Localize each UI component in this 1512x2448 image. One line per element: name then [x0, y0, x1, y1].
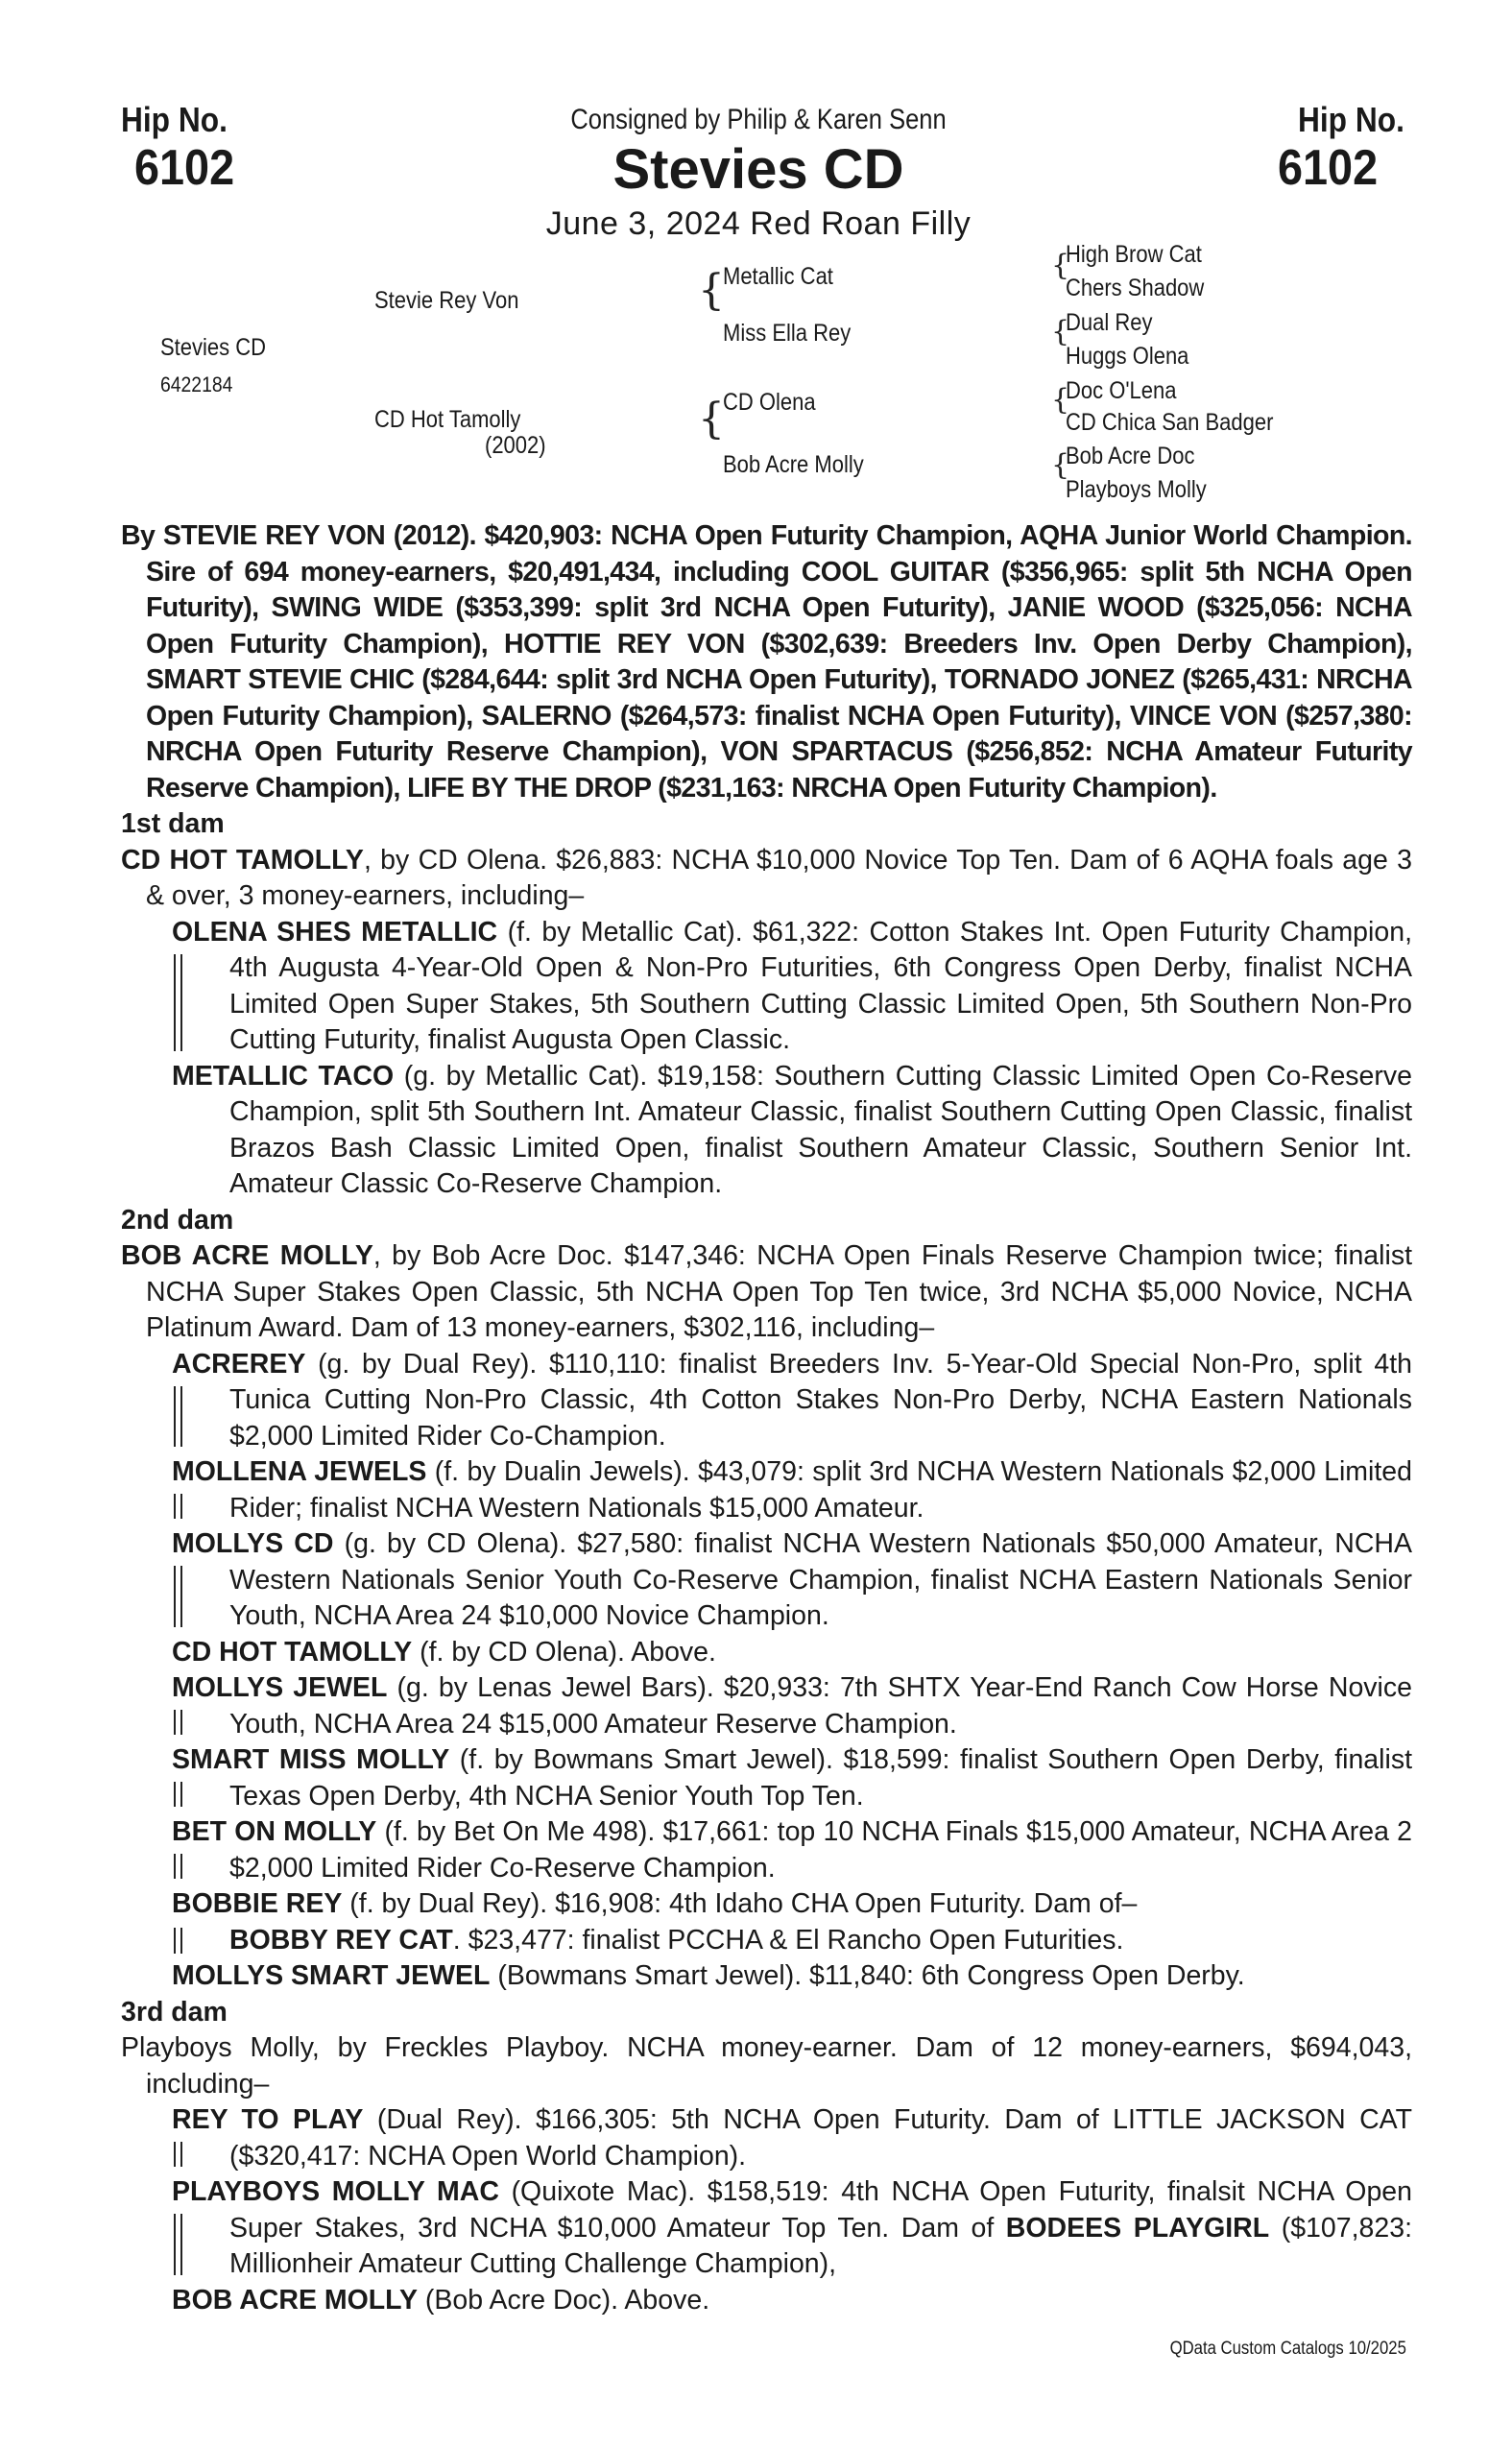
- produce-text: (Dual Rey). $166,305: 5th NCHA Open Futurity. Dam of LITTLE JACKSON CAT ($320,417: NCHA Open World Champion).: [229, 2104, 1412, 2172]
- produce-entry: [172, 1742, 1412, 1814]
- first-dam-heading: 1st dam: [121, 808, 225, 839]
- produce-text-2: ($107,823: Millionheir Amateur Cutting Challenge Champion),: [229, 2212, 1412, 2279]
- brace-icon: {: [1051, 383, 1070, 417]
- grand-produce-name: BOBBY REY CAT: [229, 1924, 453, 1956]
- second-dam-name: BOB ACRE MOLLY: [121, 1240, 373, 1271]
- produce-name: BET ON MOLLY: [172, 1816, 377, 1847]
- produce-text: (g. by CD Olena). $27,580: finalist NCHA Western Nationals $50,000 Amateur, NCHA Western Nationals Senior Youth Co-Reserve Champion, finalist NCHA Eastern Nationals Senior Youth, NCHA Area 24 $10,000 Novice Champion.: [229, 1528, 1412, 1631]
- produce-name: METALLIC TACO: [172, 1060, 395, 1092]
- produce-name: PLAYBOYS MOLLY MAC: [172, 2176, 499, 2207]
- pedigree-dam: CD Hot Tamolly: [374, 406, 521, 433]
- pedigree-subject: Stevies CD: [160, 334, 267, 361]
- produce-name: REY TO PLAY: [172, 2104, 364, 2135]
- pedigree-gen3-6: CD Chica San Badger: [1066, 409, 1274, 436]
- registration-number: 6422184: [160, 372, 233, 396]
- second-dam-heading: 2nd dam: [121, 1204, 234, 1236]
- produce-name: MOLLYS CD: [172, 1528, 334, 1559]
- hip-label-left: Hip No.: [121, 100, 228, 139]
- produce-name: CD HOT TAMOLLY: [172, 1636, 413, 1668]
- sire-summary: By STEVIE REY VON (2012). $420,903: NCHA Open Futurity Champion, AQHA Junior World Champion. Sire of 694 money-earners, $20,491,434, including COOL GUITAR ($356,965: split 5th NCHA Open Futurity), SWING WIDE ($353,399: split 3rd NCHA Open Futurity), JANIE WOOD ($325,056: NCHA Open Futurity Champion), HOTTIE REY VON ($302,639: Breeders Inv. Open Derby Champion), SMART STEVIE CHIC ($284,644: split 3rd NCHA Open Futurity), TORNADO JONEZ ($265,431: NRCHA Open Futurity Champion), SALERNO ($264,573: finalist NCHA Open Futurity), VINCE VON ($257,380: NRCHA Open Futurity Reserve Champion), VON SPARTACUS ($256,852: NCHA Amateur Futurity Reserve Champion), LIFE BY THE DROP ($231,163: NRCHA Open Futurity Champion).: [121, 520, 1412, 804]
- pedigree-gen3-3: Dual Rey: [1066, 309, 1153, 336]
- second-dam-paragraph: [121, 1238, 1412, 1347]
- produce-text: (f. by Dualin Jewels). $43,079: split 3rd NCHA Western Nationals $2,000 Limited Rider; finalist NCHA Western Nationals $15,000 Amateur.: [229, 1456, 1412, 1524]
- third-dam-heading: 3rd dam: [121, 1996, 228, 2028]
- produce-name: SMART MISS MOLLY: [172, 1744, 450, 1775]
- pedigree-sire: Stevie Rey Von: [374, 287, 519, 314]
- pedigree-gen3-5: Doc O'Lena: [1066, 377, 1177, 404]
- second-dam-text: , by Bob Acre Doc. $147,346: NCHA Open Finals Reserve Champion twice; finalist NCHA Super Stakes Open Classic, 5th NCHA Open Top Ten twice, 3rd NCHA $5,000 Novice, NCHA Platinum Award. Dam of 13 money-earners, $302,116, including–: [146, 1240, 1412, 1343]
- produce-entry: [172, 1814, 1412, 1886]
- catalog-body: [121, 518, 1412, 2318]
- pedigree-sire-sire: Metallic Cat: [723, 263, 833, 290]
- first-dam-text: , by CD Olena. $26,883: NCHA $10,000 Novice Top Ten. Dam of 6 AQHA foals age 3 & over, 3 money-earners, including–: [146, 844, 1413, 911]
- grand-produce-text: . $23,477: finalist PCCHA & El Rancho Open Futurities.: [452, 1924, 1124, 1956]
- produce-entry: [172, 1347, 1412, 1455]
- first-dam-name: CD HOT TAMOLLY: [121, 844, 364, 876]
- produce-text: (f. by CD Olena). Above.: [412, 1636, 716, 1668]
- consignor: Consigned by Philip & Karen Senn: [570, 104, 947, 135]
- produce-name: MOLLYS SMART JEWEL: [172, 1960, 491, 1991]
- produce-name: OLENA SHES METALLIC: [172, 916, 498, 948]
- pedigree-gen3-2: Chers Shadow: [1066, 275, 1205, 301]
- produce-entry: [172, 2283, 1412, 2319]
- pedigree-gen3-1: High Brow Cat: [1066, 241, 1202, 268]
- produce-entry: [172, 1454, 1412, 1526]
- produce-name: BOB ACRE MOLLY: [172, 2284, 418, 2316]
- brace-icon: {: [1051, 315, 1070, 348]
- produce-text: (Bob Acre Doc). Above.: [418, 2284, 710, 2316]
- hip-number-left: 6102: [134, 140, 235, 196]
- produce-entry: [172, 1958, 1412, 1995]
- produce-entry: [172, 2102, 1412, 2174]
- pedigree-gen3-8: Playboys Molly: [1066, 476, 1207, 503]
- third-dam-paragraph: Playboys Molly, by Freckles Playboy. NCHA money-earner. Dam of 12 money-earners, $694,043, including–: [121, 2032, 1412, 2100]
- produce-name: ACREREY: [172, 1348, 306, 1380]
- pedigree-dam-year: (2002): [485, 432, 546, 459]
- produce-entry: [172, 1526, 1412, 1635]
- produce-entry: [172, 1635, 1412, 1671]
- pedigree-gen3-7: Bob Acre Doc: [1066, 443, 1195, 469]
- pedigree-gen3-4: Huggs Olena: [1066, 343, 1189, 370]
- brace-icon: {: [698, 266, 725, 315]
- produce-text: (Bowmans Smart Jewel). $11,840: 6th Congress Open Derby.: [490, 1960, 1245, 1991]
- produce-name: MOLLYS JEWEL: [172, 1672, 388, 1703]
- first-dam-paragraph: [121, 843, 1412, 915]
- horse-name: Stevies CD: [612, 138, 904, 201]
- produce-entry: [172, 1059, 1412, 1203]
- produce-entry: [172, 2174, 1412, 2283]
- produce-entry: [172, 915, 1412, 1059]
- produce-name: BOBBIE REY: [172, 1888, 343, 1919]
- pedigree-sire-dam: Miss Ella Rey: [723, 320, 852, 347]
- produce-entry: [172, 1670, 1412, 1742]
- produce-name: MOLLENA JEWELS: [172, 1456, 427, 1487]
- produce-text: (g. by Lenas Jewel Bars). $20,933: 7th SHTX Year-End Ranch Cow Horse Novice Youth, NCHA Area 24 $15,000 Amateur Reserve Champion.: [229, 1672, 1412, 1740]
- hip-number-right: 6102: [1278, 140, 1379, 196]
- produce-text: (f. by Bet On Me 498). $17,661: top 10 NCHA Finals $15,000 Amateur, NCHA Area 2 $2,000 Limited Rider Co-Reserve Champion.: [229, 1816, 1413, 1884]
- brace-icon: {: [698, 395, 725, 444]
- grand-produce-entry: [172, 1923, 1412, 1959]
- produce-text: (g. by Dual Rey). $110,110: finalist Breeders Inv. 5-Year-Old Special Non-Pro, split 4th Tunica Cutting Non-Pro Classic, 4th Cotton Stakes Non-Pro Derby, NCHA Eastern Nationals $2,000 Limited Rider Co-Champion.: [229, 1348, 1412, 1452]
- produce-text: (Quixote Mac). $158,519: 4th NCHA Open Futurity, finalsit NCHA Open Super Stakes, 3rd NCHA $10,000 Amateur Top Ten. Dam of: [229, 2176, 1412, 2244]
- produce-entry: [172, 1886, 1412, 1923]
- produce-name-2: BODEES PLAYGIRL: [1005, 2212, 1270, 2244]
- produce-text: (g. by Metallic Cat). $19,158: Southern Cutting Classic Limited Open Co-Reserve Champion, split 5th Southern Int. Amateur Classic, finalist Southern Cutting Open Classic, finalist Brazos Bash Classic Limited Open, finalist Southern Amateur Classic, Southern Senior Int. Amateur Classic Co-Reserve Champion.: [229, 1060, 1412, 1199]
- produce-text: (f. by Dual Rey). $16,908: 4th Idaho CHA Open Futurity. Dam of–: [342, 1888, 1138, 1919]
- produce-text: (f. by Bowmans Smart Jewel). $18,599: finalist Southern Open Derby, finalist Texas Open Derby, 4th NCHA Senior Youth Top Ten.: [229, 1744, 1412, 1812]
- brace-icon: {: [1051, 448, 1070, 482]
- brace-icon: {: [1051, 249, 1070, 282]
- footer-credit: QData Custom Catalogs 10/2025: [1169, 2339, 1406, 2359]
- pedigree-dam-sire: CD Olena: [723, 389, 816, 416]
- produce-text: (f. by Metallic Cat). $61,322: Cotton Stakes Int. Open Futurity Champion, 4th Augusta 4-Year-Old Open & Non-Pro Futurities, 6th Congress Open Derby, finalist NCHA Limited Open Super Stakes, 5th Southern Cutting Classic Limited Open, 5th Southern Non-Pro Cutting Futurity, finalist Augusta Open Classic.: [229, 916, 1412, 1055]
- foal-description: June 3, 2024 Red Roan Filly: [545, 205, 972, 242]
- hip-label-right: Hip No.: [1298, 100, 1404, 139]
- pedigree-dam-dam: Bob Acre Molly: [723, 451, 864, 478]
